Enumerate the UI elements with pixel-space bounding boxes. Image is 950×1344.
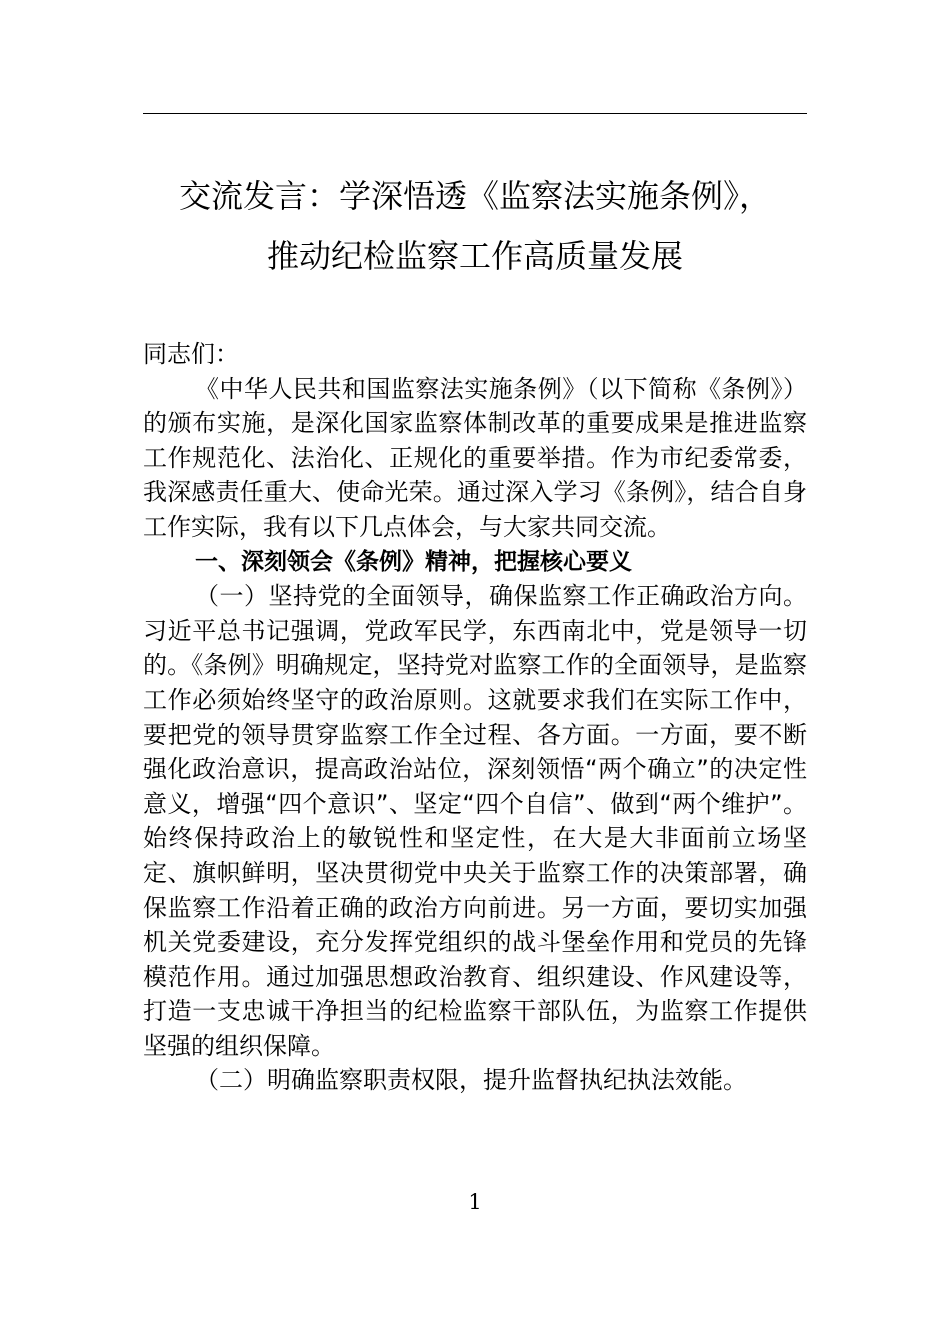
- intro-paragraph: 《中华人民共和国监察法实施条例》（以下简称《条例》）的颁布实施，是深化国家监察体制改革的重要成果是推进监察工作规范化、法治化、正规化的重要举措。作为市纪委常委，我深感责任重大、使命光荣。通过深入学习《条例》，结合自身工作实际，我有以下几点体会，与大家共同交流。: [143, 374, 807, 541]
- title-line-1: 交流发言：学深悟透《监察法实施条例》，: [178, 177, 771, 215]
- section-heading-1: 一、深刻领会《条例》精神，把握核心要义: [195, 548, 632, 575]
- page-number: 1: [468, 1190, 482, 1214]
- title-line-2: 推动纪检监察工作高质量发展: [266, 237, 683, 275]
- subsection-paragraph-2: （二）明确监察职责权限，提升监督执纪执法效能。: [195, 1066, 747, 1095]
- document-body: [143, 337, 807, 1098]
- salutation: 同志们：: [143, 340, 239, 368]
- header-rule: [143, 113, 807, 114]
- subsection-paragraph-1: （一）坚持党的全面领导，确保监察工作正确政治方向。习近平总书记强调，党政军民学，东西南北中，党是领导一切的。《条例》明确规定，坚持党对监察工作的全面领导，是监察工作必须始终坚守的政治原则。这就要求我们在实际工作中，要把党的领导贯穿监察工作全过程、各方面。一方面，要不断强化政治意识，提高政治站位，深刻领悟“两个确立”的决定性意义，增强“四个意识”、坚定“四个自信”、做到“两个维护”。始终保持政治上的敏锐性和坚定性，在大是大非面前立场坚定、旗帜鲜明，坚决贯彻党中央关于监察工作的决策部署，确保监察工作沿着正确的政治方向前进。另一方面，要切实加强机关党委建设，充分发挥党组织的战斗堡垒作用和党员的先锋模范作用。通过加强思想政治教育、组织建设、作风建设等，打造一支忠诚干净担当的纪检监察干部队伍，为监察工作提供坚强的组织保障。: [143, 582, 807, 1060]
- document-title: [143, 166, 807, 286]
